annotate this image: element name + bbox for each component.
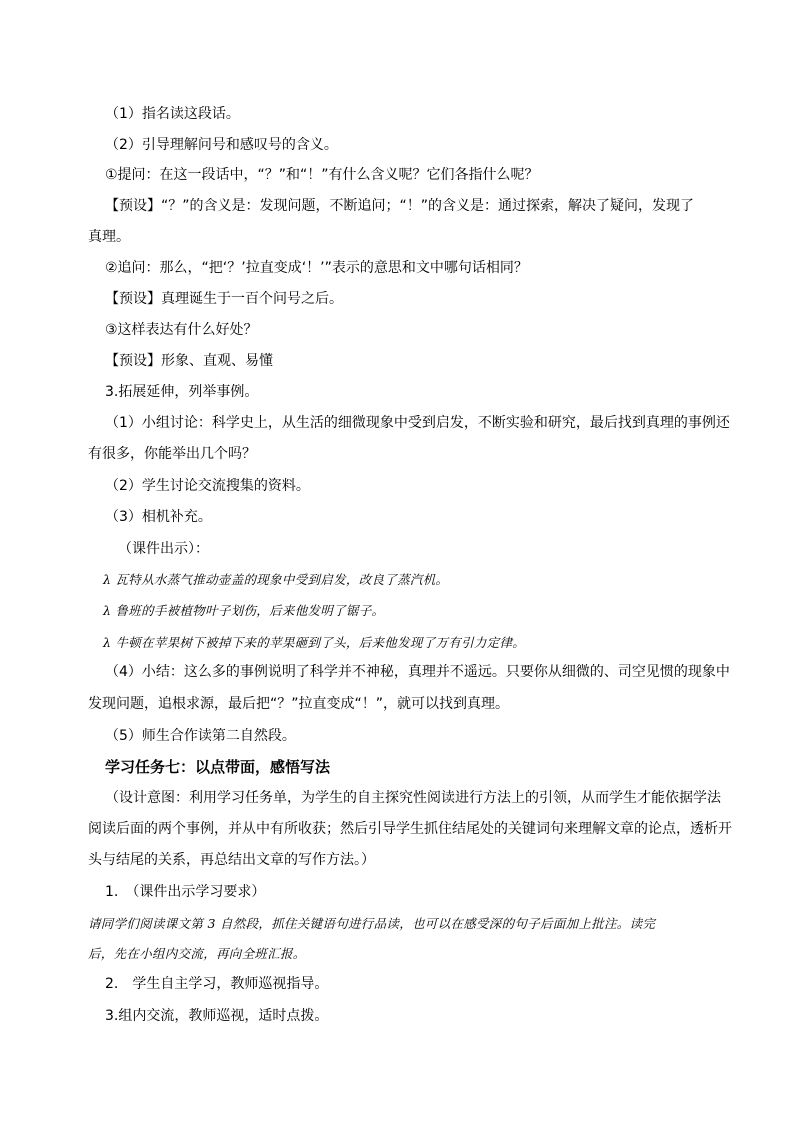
cooperative-reading: （5）师生合作读第二自然段。 [105, 728, 296, 744]
example-luban: λ 鲁班的手被植物叶子划伤，后来他发明了锯子。 [103, 603, 385, 618]
summary-line-2: 发现问题，追根求源，最后把“？”拉直变成“！”，就可以找到真理。 [88, 696, 510, 712]
summary-line-1: （4）小结：这么多的事例说明了科学并不神秘，真理并不遥远。只要你从细微的、司空见惯的现象中 [105, 664, 730, 680]
preset-1-line-1: 【预设】“？”的含义是：发现问题，不断追问；“！”的含义是：通过探索，解决了疑问，发现了 [105, 198, 695, 214]
step-3-extend: 3.拓展延伸，列举事例。 [105, 384, 259, 400]
requirement-line-2: 后，先在小组内交流，再向全班汇报。 [88, 946, 306, 961]
group-discussion-line-1: （1）小组讨论：科学史上，从生活的细微现象中受到启发，不断实验和研究，最后找到真理的事例还 [105, 415, 730, 431]
group-discussion-line-2: 有很多，你能举出几个吗？ [88, 446, 256, 462]
example-watt: λ 瓦特从水蒸气推动壶盖的现象中受到启发，改良了蒸汽机。 [103, 572, 449, 587]
requirement-line-1: 请同学们阅读课文第 3 自然段，抓住关键语句进行品读，也可以在感受深的句子后面加上批注。读完 [88, 916, 656, 931]
supplement: （3）相机补充。 [105, 509, 212, 525]
preset-2: 【预设】真理诞生于一百个问号之后。 [105, 291, 343, 307]
step-understand-punctuation: （2）引导理解问号和感叹号的含义。 [105, 137, 338, 153]
courseware-label: （课件出示）： [118, 541, 209, 557]
student-exchange: （2）学生讨论交流搜集的资料。 [105, 478, 310, 494]
step-3-group-exchange: 3.组内交流，教师巡视，适时点拨。 [105, 1008, 329, 1024]
task-7-heading: 学习任务七：以点带面，感悟写法 [105, 758, 331, 776]
preset-1-line-2: 真理。 [88, 229, 130, 245]
step-1-requirements: 1. （课件出示学习要求） [105, 884, 266, 900]
preset-3: 【预设】形象、直观、易懂 [105, 353, 273, 369]
question-1: ①提问：在这一段话中，“？”和“！”有什么含义呢？它们各指什么呢？ [105, 167, 539, 183]
design-intent-line-1: （设计意图：利用学习任务单，为学生的自主探究性阅读进行方法上的引领，从而学生才能依据学法 [105, 790, 721, 806]
step-2-self-study: 2. 学生自主学习，教师巡视指导。 [105, 976, 329, 992]
design-intent-line-3: 头与结尾的关系，再总结出文章的写作方法。） [88, 852, 375, 868]
question-3: ③这样表达有什么好处？ [105, 322, 258, 338]
question-2: ②追问：那么，“把‘？’拉直变成‘！’”表示的意思和文中哪句话相同？ [105, 260, 528, 276]
design-intent-line-2: 阅读后面的两个事例，并从中有所收获；然后引导学生抓住结尾处的关键词句来理解文章的论点，透析开 [88, 821, 732, 837]
example-newton: λ 牛顿在苹果树下被掉下来的苹果砸到了头，后来他发现了万有引力定律。 [103, 635, 526, 650]
step-read-paragraph: （1）指名读这段话。 [105, 106, 240, 122]
